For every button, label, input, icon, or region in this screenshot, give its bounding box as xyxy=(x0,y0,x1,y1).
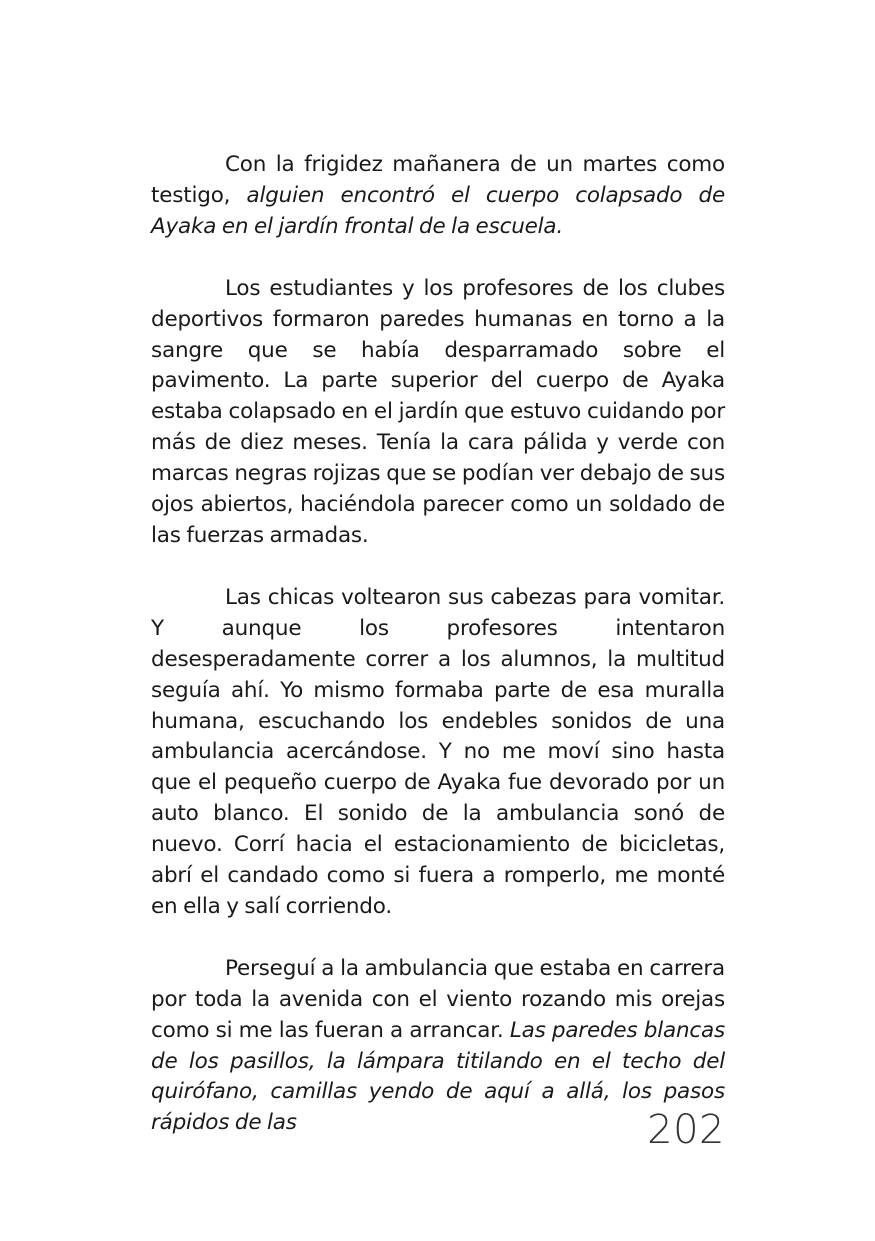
paragraph-2 xyxy=(151,274,725,552)
paragraph-1-italic-text: alguien encontró el cuerpo colapsado de Ayaka en el jardín frontal de la escuela. xyxy=(151,182,725,239)
paragraph-3-text: Las chicas voltearon sus cabezas para vomitar. Y aunque los profesores intentaron desesperadamente correr a los alumnos, la multitud seguía ahí. Yo mismo formaba parte de esa muralla humana, escuchando los endebles sonidos de una ambulancia acercándose. Y no me moví sino hasta que el pequeño cuerpo de Ayaka fue devorado por un auto blanco. El sonido de la ambulancia sonó de nuevo. Corrí hacia el estacionamiento de bicicletas, abrí el candado como si fuera a romperlo, me monté en ella y salí corriendo. xyxy=(151,584,725,919)
paragraph-4-italic-text: Las paredes blancas de los pasillos, la lámpara titilando en el techo del quirófano, camillas yendo de aquí a allá, los pasos rápidos de las xyxy=(151,1017,725,1136)
page-number: 202 xyxy=(647,1107,725,1153)
paragraph-1 xyxy=(151,150,725,243)
paragraph-1-text: Con la frigidez mañanera de un martes como testigo, xyxy=(151,152,725,208)
paragraph-4-text: Perseguí a la ambulancia que estaba en carrera por toda la avenida con el viento rozando mis orejas como si me las fueran a arrancar. xyxy=(151,955,725,1043)
paragraph-2-text: Los estudiantes y los profesores de los clubes deportivos formaron paredes humanas en torno a la sangre que se había desparramado sobre el pavimento. La parte superior del cuerpo de Ayaka estaba colapsado en el jardín que estuvo cuidando por más de diez meses. Tenía la cara pálida y verde con marcas negras rojizas que se podían ver debajo de sus ojos abiertos, haciéndola parecer como un soldado de las fuerzas armadas. xyxy=(151,275,725,548)
paragraph-3 xyxy=(151,583,725,923)
paragraph-4 xyxy=(151,954,725,1139)
body-text xyxy=(151,150,725,1139)
